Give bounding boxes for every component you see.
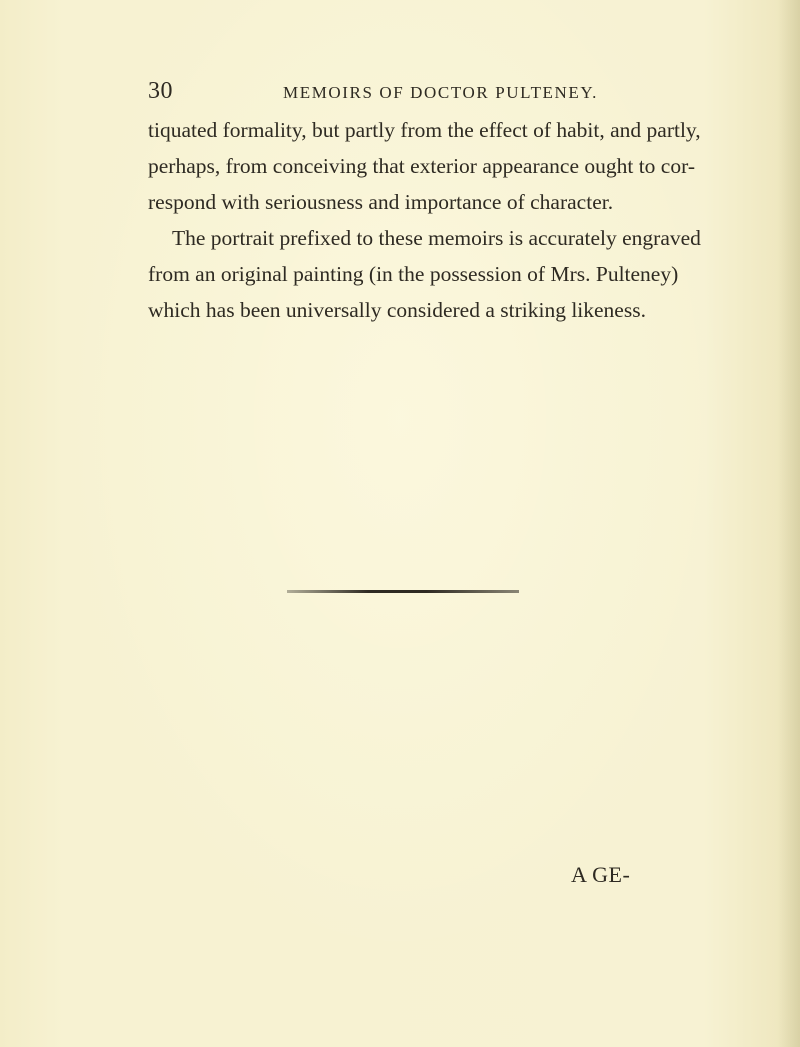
catchword: A GE- [571,862,631,887]
running-head [148,78,608,108]
text-line: tiquated formality, but partly from the effect of habit, and partly, [148,118,701,142]
text-line: which has been universally considered a striking likeness. [148,298,646,322]
text-line: The portrait prefixed to these memoirs is accurately engraved [172,226,701,250]
page-edge-shadow [778,0,800,1047]
text-line: perhaps, from conceiving that exterior appearance ought to cor- [148,154,695,178]
text-line: respond with seriousness and importance of character. [148,190,614,214]
running-title: MEMOIRS OF DOCTOR PULTENEY. [283,83,598,102]
section-divider-rule [287,590,519,593]
page-number: 30 [148,78,173,104]
text-line: from an original painting (in the possession of Mrs. Pulteney) [148,262,679,286]
body-text [148,112,701,328]
